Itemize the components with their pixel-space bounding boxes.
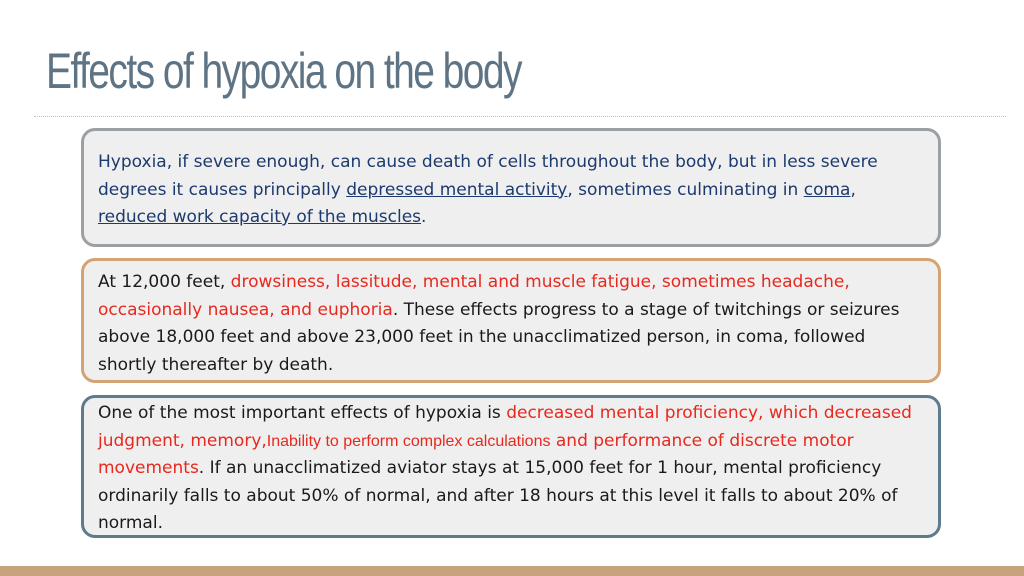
box1-text-1: Hypoxia, if severe enough, can cause death of cells throughout the body, but in less severe degrees it causes principally <box>98 152 878 200</box>
box1-text-4: . <box>421 207 427 227</box>
text-box-hypoxia-overview <box>81 128 941 247</box>
link-coma[interactable]: coma <box>803 179 851 200</box>
box2-text-2: . These effects progress to a stage of twitchings or seizures above 18,000 feet and above 23,000 feet in the unacclimatized person, in coma, followed shortly thereafter by death. <box>98 299 900 375</box>
box3-text-2: . If an unacclimatized aviator stays at 15,000 feet for 1 hour, mental proficiency ordinarily falls to about 50% of normal, and after 18 hours at this level it falls to about 20% of normal. <box>98 458 898 533</box>
box3-highlight-1: decreased mental proficiency, which decreased judgment, memory, <box>98 403 912 451</box>
box2-highlight-symptoms: drowsiness, lassitude, mental and muscle fatigue, sometimes headache, occasionally nausea, and euphoria <box>98 272 850 320</box>
box1-text-2: , sometimes culminating in <box>567 179 804 200</box>
box3-highlight-3: and performance of discrete motor movements <box>98 430 854 478</box>
link-reduced-work-capacity[interactable]: reduced work capacity of the muscles <box>98 207 422 227</box>
text-box-mental-proficiency <box>81 395 941 538</box>
link-depressed-mental-activity[interactable]: depressed mental activity <box>346 179 568 200</box>
title-divider <box>34 116 1006 117</box>
bottom-accent-bar <box>0 566 1024 576</box>
box3-text-1: One of the most important effects of hypoxia is <box>98 403 507 423</box>
box3-highlight-2: Inability to perform complex calculations <box>266 432 551 450</box>
box1-text-3: , <box>850 179 856 200</box>
slide-title: Effects of hypoxia on the body <box>46 43 522 99</box>
text-box-altitude-effects <box>81 258 941 383</box>
box2-text-1: At 12,000 feet, <box>98 272 231 292</box>
